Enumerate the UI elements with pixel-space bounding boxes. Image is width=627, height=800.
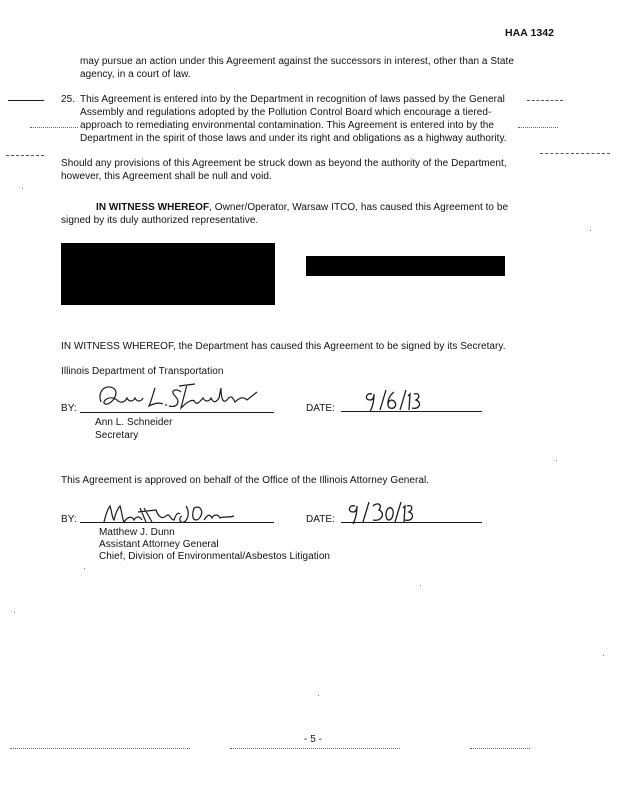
redacted-owner-name bbox=[306, 256, 505, 276]
handwritten-date-idot bbox=[362, 388, 422, 414]
scan-speck bbox=[14, 612, 15, 613]
ag-approval-text: This Agreement is approved on behalf of the Office of the Illinois Attorney General. bbox=[61, 475, 430, 486]
by-label: BY: bbox=[61, 403, 77, 414]
ag-signer-title-1: Assistant Attorney General bbox=[99, 539, 219, 550]
ag-date-label: DATE: bbox=[306, 514, 335, 525]
scan-artifact-line bbox=[6, 155, 44, 156]
handwritten-signature-dunn bbox=[100, 498, 240, 528]
scan-speck bbox=[84, 568, 85, 569]
scan-artifact-line bbox=[470, 748, 530, 749]
scan-artifact-line bbox=[230, 748, 400, 749]
owner-witness-text: , Owner/Operator, Warsaw ITCO, has caused this Agreement to be bbox=[209, 202, 509, 213]
handwritten-signature-schneider bbox=[95, 380, 265, 414]
redacted-owner-signature bbox=[61, 243, 275, 305]
severability-line-1: Should any provisions of this Agreement be struck down as beyond the authority of the Department, bbox=[61, 158, 507, 169]
handwritten-date-ag bbox=[343, 500, 415, 526]
clause-25-line-3: approach to remediating environmental contamination. This Agreement is entered into by the bbox=[80, 120, 495, 131]
scan-speck bbox=[22, 188, 23, 189]
margin-rule-right bbox=[527, 100, 563, 101]
signer-name: Ann L. Schneider bbox=[95, 417, 173, 428]
clause-24-line-1: may pursue an action under this Agreement against the successors in interest, other than a State bbox=[80, 56, 514, 67]
severability-line-2: however, this Agreement shall be null and void. bbox=[61, 171, 272, 182]
scan-speck bbox=[318, 695, 319, 696]
scan-speck bbox=[556, 460, 557, 461]
scan-artifact-line bbox=[540, 153, 610, 154]
ag-by-label: BY: bbox=[61, 514, 77, 525]
owner-witness-line-2: signed by its duly authorized representative. bbox=[61, 215, 259, 226]
clause-25-number: 25. bbox=[61, 94, 76, 105]
scan-speck bbox=[420, 585, 421, 586]
scan-speck bbox=[603, 655, 604, 656]
document-id: HAA 1342 bbox=[505, 27, 555, 39]
clause-25-line-2: Assembly and regulations adopted by the Pollution Control Board which encourage a tiered- bbox=[80, 107, 492, 118]
page-number: - 5 - bbox=[304, 734, 323, 745]
clause-25-line-1: This Agreement is entered into by the Department in recognition of laws passed by the General bbox=[80, 94, 505, 105]
ag-signer-title-2: Chief, Division of Environmental/Asbestos Litigation bbox=[99, 551, 331, 562]
scan-artifact-line bbox=[10, 748, 190, 749]
signer-title: Secretary bbox=[95, 430, 139, 441]
ag-signer-name: Matthew J. Dunn bbox=[99, 527, 175, 538]
date-label: DATE: bbox=[306, 403, 335, 414]
department-witness-text: IN WITNESS WHEREOF, the Department has caused this Agreement to be signed by its Secretary. bbox=[61, 341, 506, 352]
owner-witness-line-1 bbox=[96, 201, 508, 214]
clause-25-line-4: Department in the spirit of those laws and under its right and obligations as a highway authority. bbox=[80, 133, 507, 144]
scan-artifact-line bbox=[30, 127, 78, 128]
witness-heading: IN WITNESS WHEREOF bbox=[96, 202, 210, 213]
clause-24-line-2: agency, in a court of law. bbox=[80, 69, 191, 80]
agency-name: Illinois Department of Transportation bbox=[61, 366, 224, 377]
scan-speck bbox=[590, 230, 591, 231]
margin-rule-left bbox=[8, 100, 44, 101]
scan-artifact-line bbox=[518, 127, 558, 128]
